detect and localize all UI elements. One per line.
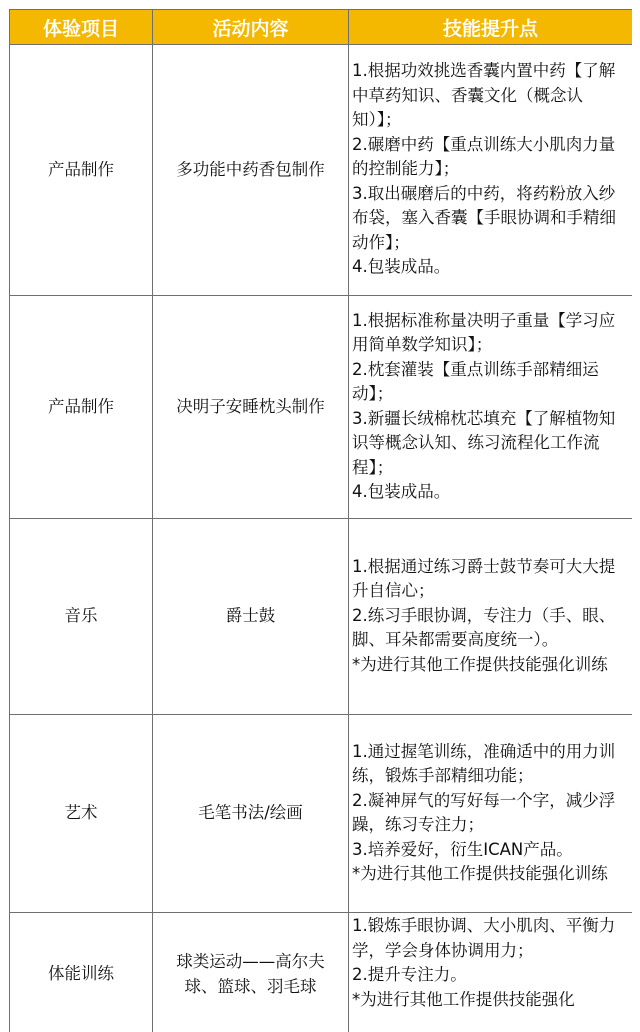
skills-cell [349, 45, 633, 296]
skills-cell [349, 296, 633, 519]
skills-cell [349, 519, 633, 715]
activity-cell: 爵士鼓 [153, 519, 349, 715]
activity-cell: 多功能中药香包制作 [153, 45, 349, 296]
table-row [10, 296, 633, 519]
header-activity: 活动内容 [153, 10, 349, 45]
table-row [10, 715, 633, 913]
skill-item: 1.锻炼手眼协调、大小肌肉、平衡力学，学会身体协调用力； [352, 916, 616, 960]
project-cell: 产品制作 [10, 296, 153, 519]
skill-item: 3.培养爱好，衍生ICAN产品。 [352, 839, 573, 859]
table-header-row [10, 10, 633, 45]
project-cell: 产品制作 [10, 45, 153, 296]
skill-item: 1.根据功效挑选香囊内置中药【了解中草药知识、香囊文化（概念认知）】； [352, 61, 616, 130]
skill-item: 1.根据标准称量决明子重量【学习应用简单数学知识】； [352, 310, 616, 354]
activity-cell: 球类运动——高尔夫球、篮球、羽毛球 [153, 913, 349, 1032]
activity-cell: 决明子安睡枕头制作 [153, 296, 349, 519]
activity-cell: 毛笔书法/绘画 [153, 715, 349, 913]
table-row [10, 913, 633, 1032]
skill-item: 2.枕套灌装【重点训练手部精细运动】； [352, 359, 599, 403]
skill-item: *为进行其他工作提供技能强化训练 [352, 654, 608, 674]
skills-cell [349, 715, 633, 913]
skill-item: 2.凝神屏气的写好每一个字，减少浮躁，练习专注力； [352, 790, 616, 834]
skill-item: *为进行其他工作提供技能强化 [352, 989, 575, 1009]
skill-item: 2.碾磨中药【重点训练大小肌肉力量的控制能力】； [352, 134, 616, 179]
activity-table-container [9, 9, 632, 1032]
skill-item: 4.包装成品。 [352, 482, 451, 501]
project-cell: 体能训练 [10, 913, 153, 1032]
skill-item: 1.通过握笔训练，准确适中的用力训练，锻炼手部精细功能； [352, 741, 616, 785]
skill-item: 3.取出碾磨后的中药，将药粉放入纱布袋，塞入香囊【手眼协调和手精细动作】； [352, 183, 616, 252]
skill-item: *为进行其他工作提供技能强化训练 [352, 864, 608, 883]
skills-cell [349, 913, 633, 1032]
project-cell: 音乐 [10, 519, 153, 715]
skill-item: 4.包装成品。 [352, 257, 451, 277]
project-cell: 艺术 [10, 715, 153, 913]
skill-item: 2.提升专注力。 [352, 965, 467, 984]
table-row [10, 45, 633, 296]
table-row [10, 519, 633, 715]
activity-table [9, 9, 632, 1032]
skill-item: 3.新疆长绒棉枕芯填充【了解植物知识等概念认知、练习流程化工作流程】； [352, 408, 616, 477]
header-skills: 技能提升点 [349, 10, 633, 45]
skill-item: 1.根据通过练习爵士鼓节奏可大大提升自信心； [352, 556, 616, 601]
skill-item: 2.练习手眼协调，专注力（手、眼、脚、耳朵都需要高度统一）。 [352, 605, 616, 650]
header-project: 体验项目 [10, 10, 153, 45]
